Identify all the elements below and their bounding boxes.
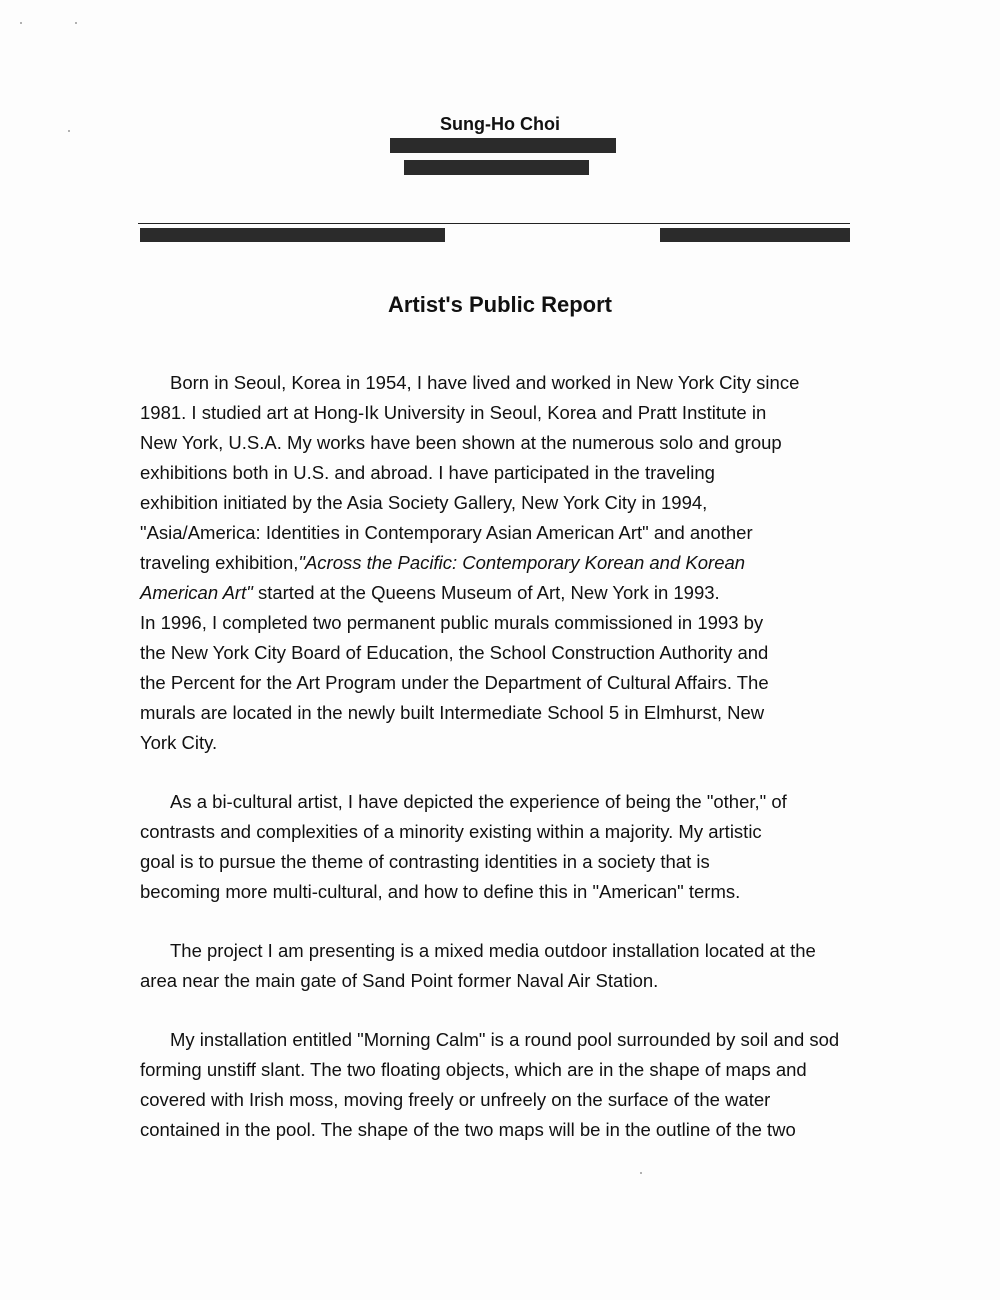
redacted-address-line-1 xyxy=(390,138,616,153)
text-segment: traveling exhibition, xyxy=(140,552,299,573)
text-line: New York, U.S.A. My works have been shown at the numerous solo and group xyxy=(140,432,782,453)
scan-speck xyxy=(68,130,70,132)
text-line: becoming more multi-cultural, and how to define this in "American" terms. xyxy=(140,881,741,902)
text-line: The project I am presenting is a mixed media outdoor installation located at the xyxy=(170,940,816,961)
text-line: exhibition initiated by the Asia Society Gallery, New York City in 1994, xyxy=(140,492,708,513)
header-divider xyxy=(138,223,850,224)
text-line: covered with Irish moss, moving freely or unfreely on the surface of the water xyxy=(140,1089,771,1110)
text-line: In 1996, I completed two permanent public murals commissioned in 1993 by xyxy=(140,612,764,633)
text-line: exhibitions both in U.S. and abroad. I have participated in the traveling xyxy=(140,462,715,483)
text-line: the Percent for the Art Program under the Department of Cultural Affairs. The xyxy=(140,672,769,693)
text-segment: started at the Queens Museum of Art, New York in 1993. xyxy=(252,582,720,603)
redacted-email xyxy=(660,228,850,242)
text-line-mixed xyxy=(140,548,930,578)
italic-title-segment: "Across the Pacific: Contemporary Korean and Korean xyxy=(298,552,746,573)
report-title: Artist's Public Report xyxy=(387,292,613,317)
text-line: murals are located in the newly built Intermediate School 5 in Elmhurst, New xyxy=(140,702,765,723)
text-line: "Asia/America: Identities in Contemporary Asian American Art" and another xyxy=(140,522,753,543)
paragraph-gap xyxy=(140,758,930,787)
redacted-phone-fax xyxy=(140,228,445,242)
text-line: 1981. I studied art at Hong-Ik University in Seoul, Korea and Pratt Institute in xyxy=(140,402,767,423)
italic-title-segment: American Art" xyxy=(140,582,253,603)
text-line: contrasts and complexities of a minority existing within a majority. My artistic xyxy=(140,821,762,842)
author-name: Sung-Ho Choi xyxy=(440,114,560,134)
report-body xyxy=(140,368,930,1145)
text-line-mixed xyxy=(140,578,930,608)
text-line: the New York City Board of Education, the School Construction Authority and xyxy=(140,642,769,663)
text-line: My installation entitled "Morning Calm" is a round pool surrounded by soil and sod xyxy=(170,1029,840,1050)
scan-speck xyxy=(20,22,22,24)
text-line: area near the main gate of Sand Point former Naval Air Station. xyxy=(140,970,659,991)
text-line: Born in Seoul, Korea in 1954, I have lived and worked in New York City since xyxy=(170,372,800,393)
text-line: York City. xyxy=(140,732,218,753)
text-line: contained in the pool. The shape of the two maps will be in the outline of the two xyxy=(140,1119,796,1140)
paragraph-gap xyxy=(140,907,930,936)
scan-speck xyxy=(640,1172,642,1174)
redacted-address-line-2 xyxy=(404,160,589,175)
text-line: As a bi-cultural artist, I have depicted the experience of being the "other," of xyxy=(170,791,787,812)
text-line: forming unstiff slant. The two floating objects, which are in the shape of maps and xyxy=(140,1059,807,1080)
paragraph-gap xyxy=(140,996,930,1025)
text-line: goal is to pursue the theme of contrasting identities in a society that is xyxy=(140,851,710,872)
scan-speck xyxy=(75,22,77,24)
